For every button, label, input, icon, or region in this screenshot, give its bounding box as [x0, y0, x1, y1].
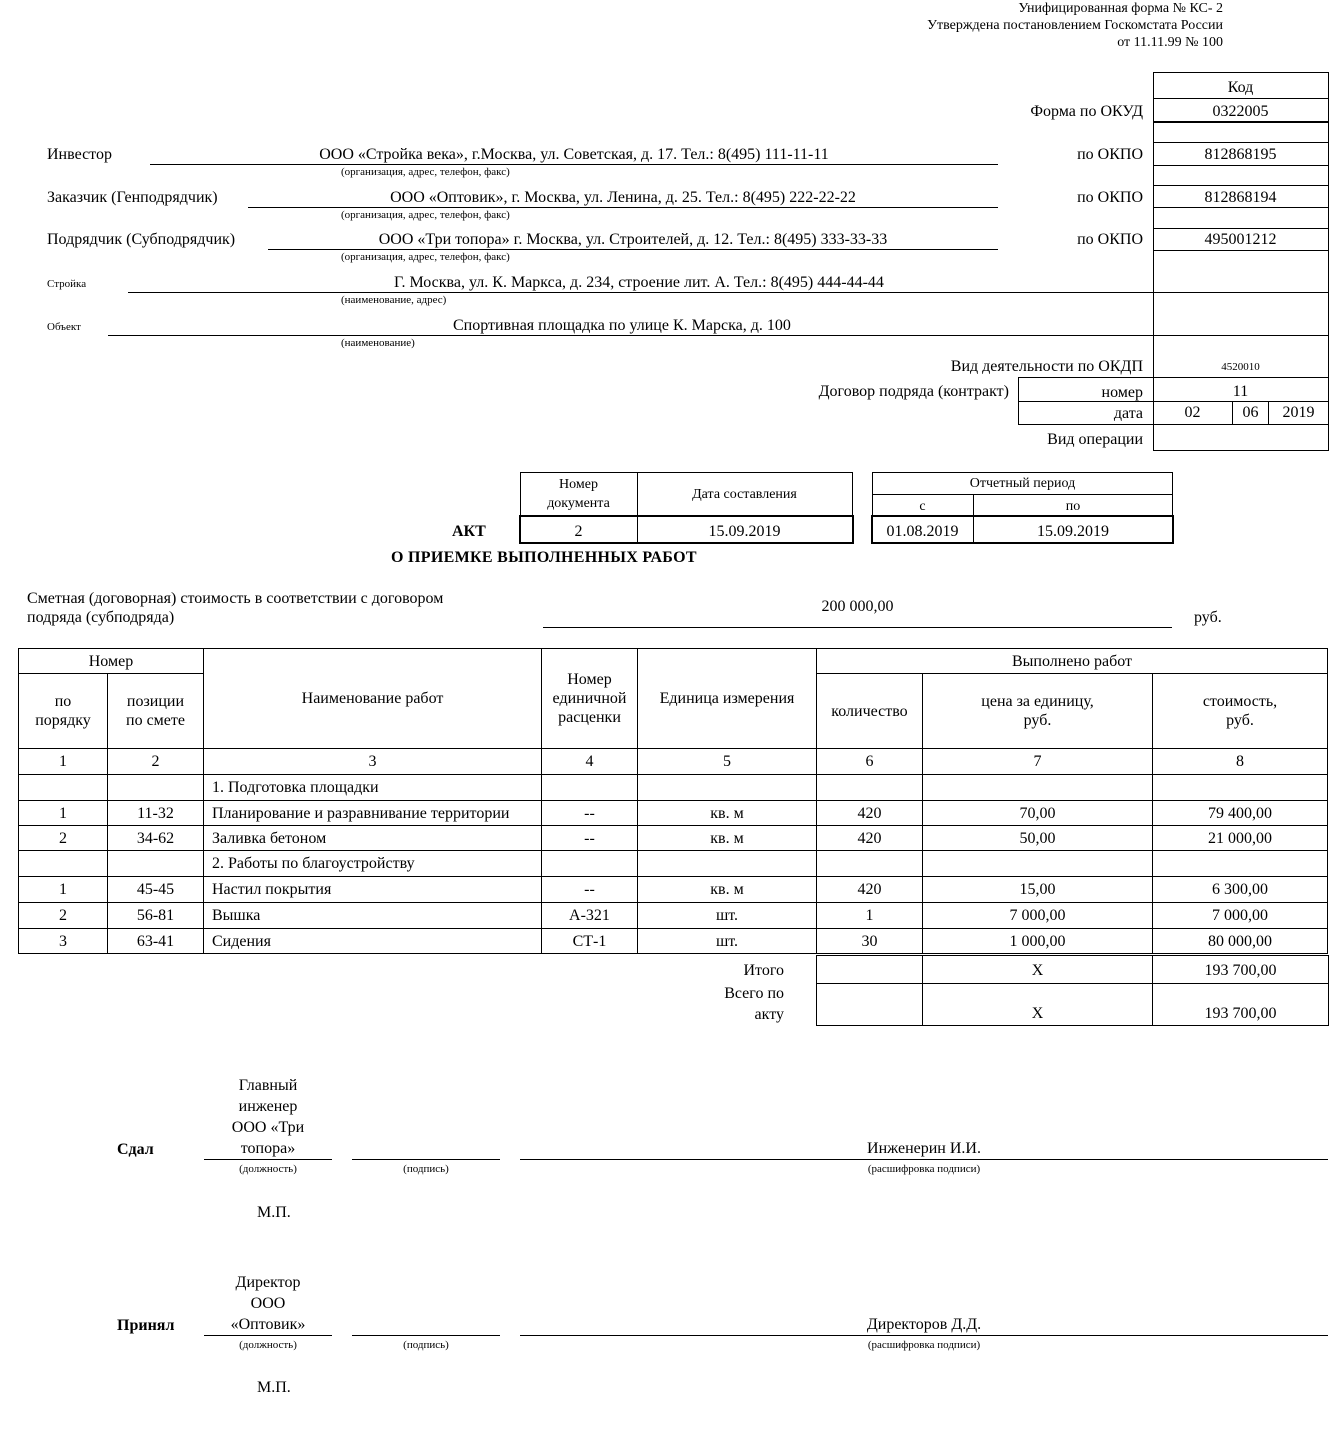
header-cost: стоимость, руб. — [1153, 674, 1328, 749]
operation-label: Вид операции — [1047, 431, 1143, 448]
cell-unit — [638, 851, 817, 877]
cost-unit: руб. — [1194, 609, 1222, 626]
codes-line — [1153, 207, 1329, 208]
header-done: Выполнено работ — [817, 649, 1328, 674]
cell-cost — [1153, 775, 1328, 801]
cell-order: 2 — [19, 826, 108, 851]
header-order: по порядку — [19, 674, 108, 749]
cell-rate: -- — [542, 877, 638, 903]
total-value: 193 700,00 — [1204, 962, 1277, 979]
table-row — [19, 775, 1328, 801]
form-approval-date: от 11.11.99 № 100 — [1117, 35, 1223, 50]
investor-hint: (организация, адрес, телефон, факс) — [341, 166, 510, 178]
received-decode-hint: (расшифровка подписи) — [867, 1339, 981, 1351]
act-date: 15.09.2019 — [708, 523, 781, 540]
cost-value: 200 000,00 — [821, 598, 894, 615]
codes-line — [1153, 142, 1329, 143]
total-label: Итого — [743, 962, 784, 979]
codes-line — [1153, 335, 1329, 336]
form-approval: Утверждена постановлением Госкомстата России — [927, 18, 1223, 33]
okud-label: Форма по ОКУД — [1030, 103, 1143, 120]
table-row — [19, 929, 1328, 954]
investor-value: ООО «Стройка века», г.Москва, ул. Советская, д. 17. Тел.: 8(495) 111-11-11 — [319, 146, 829, 163]
codes-line — [1153, 292, 1329, 293]
contract-date-month: 06 — [1242, 404, 1259, 421]
cell-name: 2. Работы по благоустройству — [204, 851, 542, 877]
column-number: 4 — [542, 749, 638, 775]
cell-quantity: 420 — [817, 877, 923, 903]
contractor-label: Подрядчик (Субподрядчик) — [47, 231, 236, 248]
period-to: 15.09.2019 — [1037, 523, 1109, 540]
cell-price: 50,00 — [923, 826, 1153, 851]
cell-rate: -- — [542, 826, 638, 851]
column-number: 6 — [817, 749, 923, 775]
codes-line — [1153, 424, 1329, 425]
cell-price — [923, 851, 1153, 877]
header-price: цена за единицу, руб. — [923, 674, 1153, 749]
cell-cost — [1153, 851, 1328, 877]
table-row — [19, 877, 1328, 903]
investor-okpo-label: по ОКПО — [1077, 146, 1143, 163]
period-header: Отчетный период — [969, 476, 1076, 491]
received-position: «Оптовик» — [230, 1316, 306, 1333]
received-position-hint: (должность) — [239, 1339, 297, 1351]
codes-line — [1153, 401, 1329, 402]
cell-order: 2 — [19, 903, 108, 929]
cell-unit: кв. м — [638, 826, 817, 851]
cell-name: Сидения — [204, 929, 542, 954]
codes-line — [1153, 165, 1329, 166]
cell-rate: СТ-1 — [542, 929, 638, 954]
site-value: Г. Москва, ул. К. Маркса, д. 234, строение лит. А. Тел.: 8(495) 444-44-44 — [394, 274, 884, 291]
cell-quantity: 30 — [817, 929, 923, 954]
object-underline — [108, 335, 1153, 336]
site-hint: (наименование, адрес) — [341, 294, 447, 306]
table-row — [19, 801, 1328, 826]
cell-position: 11-32 — [108, 801, 204, 826]
doc-head-border — [852, 472, 853, 516]
cell-unit: кв. м — [638, 801, 817, 826]
cell-price: 15,00 — [923, 877, 1153, 903]
contract-number-label: номер — [1101, 384, 1143, 401]
received-position-line — [204, 1335, 332, 1336]
cell-unit: кв. м — [638, 877, 817, 903]
column-number: 1 — [19, 749, 108, 775]
period-divider — [872, 494, 1173, 495]
codes-line — [1153, 228, 1329, 229]
handed-stamp: М.П. — [257, 1204, 291, 1221]
customer-value: ООО «Оптовик», г. Москва, ул. Ленина, д. 25. Тел.: 8(495) 222-22-22 — [390, 189, 856, 206]
period-from: 01.08.2019 — [886, 523, 959, 540]
grand-total-x: Х — [1031, 1005, 1044, 1022]
handed-position-hint: (должность) — [239, 1163, 297, 1175]
handed-position: топора» — [240, 1140, 296, 1157]
received-label: Принял — [117, 1317, 175, 1334]
totals-divider — [816, 983, 1329, 984]
cell-price: 70,00 — [923, 801, 1153, 826]
header-position: позиции по смете — [108, 674, 204, 749]
cell-order: 1 — [19, 801, 108, 826]
cell-quantity — [817, 775, 923, 801]
handed-signature-hint: (подпись) — [403, 1163, 449, 1175]
codes-right-border — [1328, 72, 1329, 450]
cell-rate: А-321 — [542, 903, 638, 929]
cell-position — [108, 775, 204, 801]
codes-line — [1153, 98, 1329, 99]
cell-rate: -- — [542, 801, 638, 826]
table-row — [19, 826, 1328, 851]
cell-cost: 7 000,00 — [1153, 903, 1328, 929]
column-number: 2 — [108, 749, 204, 775]
received-signature-line — [352, 1335, 500, 1336]
site-underline — [128, 292, 1153, 293]
cell-order — [19, 775, 108, 801]
contractor-underline — [268, 249, 998, 250]
period-from-header: с — [919, 499, 926, 514]
cell-position: 34-62 — [108, 826, 204, 851]
customer-label: Заказчик (Генподрядчик) — [47, 189, 218, 206]
contract-date-year: 2019 — [1282, 404, 1315, 421]
cell-name: 1. Подготовка площадки — [204, 775, 542, 801]
grand-total-label-2: акту — [754, 1006, 784, 1023]
period-to-header: по — [1065, 499, 1081, 514]
form-name: Унифицированная форма № КС- 2 — [1018, 1, 1223, 16]
column-number: 5 — [638, 749, 817, 775]
act-title: О ПРИЕМКЕ ВЫПОЛНЕННЫХ РАБОТ — [391, 549, 697, 566]
contract-label: Договор подряда (контракт) — [818, 383, 1009, 400]
customer-okpo-value: 812868194 — [1204, 189, 1277, 206]
cell-price: 7 000,00 — [923, 903, 1153, 929]
cell-unit: шт. — [638, 903, 817, 929]
cell-quantity: 420 — [817, 826, 923, 851]
cell-position — [108, 851, 204, 877]
act-label: АКТ — [452, 523, 486, 540]
handed-position-line — [204, 1159, 332, 1160]
total-x: Х — [1031, 962, 1044, 979]
table-row — [19, 903, 1328, 929]
cell-position: 56-81 — [108, 903, 204, 929]
codes-line — [1153, 121, 1329, 123]
doc-number-header: Номер — [559, 477, 598, 492]
codes-top-border — [1153, 72, 1329, 73]
cell-order — [19, 851, 108, 877]
received-position: ООО — [250, 1295, 286, 1312]
handed-signature-line — [352, 1159, 500, 1160]
contractor-okpo-value: 495001212 — [1204, 231, 1277, 248]
cell-cost: 80 000,00 — [1153, 929, 1328, 954]
header-rate: Номер единичной расценки — [542, 649, 638, 749]
cell-name: Настил покрытия — [204, 877, 542, 903]
handed-position: Главный — [238, 1077, 298, 1094]
okdp-value: 4520010 — [1221, 361, 1260, 373]
cell-cost: 6 300,00 — [1153, 877, 1328, 903]
code-header: Код — [1227, 79, 1254, 96]
customer-underline — [248, 207, 998, 208]
contract-date-label: дата — [1113, 405, 1143, 422]
cell-quantity: 1 — [817, 903, 923, 929]
codes-line — [1153, 185, 1329, 186]
received-name: Директоров Д.Д. — [866, 1316, 982, 1333]
header-name: Наименование работ — [204, 649, 542, 749]
okdp-label: Вид деятельности по ОКДП — [950, 358, 1143, 375]
received-position: Директор — [235, 1274, 301, 1291]
grand-total-value: 193 700,00 — [1204, 1005, 1277, 1022]
doc-head-border — [520, 472, 853, 473]
site-label: Стройка — [47, 278, 87, 290]
cell-unit: шт. — [638, 929, 817, 954]
header-quantity: количество — [817, 674, 923, 749]
handed-name: Инженерин И.И. — [867, 1140, 981, 1157]
cell-price: 1 000,00 — [923, 929, 1153, 954]
codes-bottom-border — [1153, 450, 1329, 451]
handed-decode-hint: (расшифровка подписи) — [867, 1163, 981, 1175]
header-number: Номер — [19, 649, 204, 674]
handed-decode-line — [520, 1159, 1328, 1160]
okud-value: 0322005 — [1212, 103, 1269, 120]
handed-label: Сдал — [117, 1141, 154, 1158]
handed-position: инженер — [238, 1098, 298, 1115]
column-number: 3 — [204, 749, 542, 775]
cost-label-2: подряда (субподряда) — [27, 609, 175, 626]
cell-position: 45-45 — [108, 877, 204, 903]
cell-order: 1 — [19, 877, 108, 903]
cell-price — [923, 775, 1153, 801]
contractor-hint: (организация, адрес, телефон, факс) — [341, 251, 510, 263]
column-number: 7 — [923, 749, 1153, 775]
cell-rate — [542, 851, 638, 877]
received-stamp: М.П. — [257, 1379, 291, 1396]
cell-name: Заливка бетоном — [204, 826, 542, 851]
codes-line — [1153, 377, 1329, 378]
cell-cost: 79 400,00 — [1153, 801, 1328, 826]
column-numbers-row — [19, 749, 1328, 775]
works-table — [18, 648, 1328, 954]
cost-underline — [543, 627, 1172, 628]
header-unit: Единица измерения — [638, 649, 817, 749]
handed-position: ООО «Три — [231, 1119, 305, 1136]
cell-quantity: 420 — [817, 801, 923, 826]
grand-total-label: Всего по — [724, 985, 784, 1002]
cell-name: Планирование и разравнивание территории — [204, 801, 542, 826]
customer-hint: (организация, адрес, телефон, факс) — [341, 209, 510, 221]
contract-labels-divider — [1018, 401, 1154, 402]
cell-order: 3 — [19, 929, 108, 954]
customer-okpo-label: по ОКПО — [1077, 189, 1143, 206]
date-header: Дата составления — [692, 487, 797, 502]
received-decode-line — [520, 1335, 1328, 1336]
cell-unit — [638, 775, 817, 801]
object-value: Спортивная площадка по улице К. Марска, д. 100 — [453, 317, 791, 334]
object-label: Объект — [47, 321, 81, 333]
cost-label: Сметная (договорная) стоимость в соответствии с договором — [27, 590, 444, 607]
doc-number-header: документа — [547, 496, 610, 511]
contractor-okpo-label: по ОКПО — [1077, 231, 1143, 248]
cell-name: Вышка — [204, 903, 542, 929]
object-hint: (наименование) — [341, 337, 415, 349]
contract-number-value: 11 — [1232, 383, 1249, 400]
cell-quantity — [817, 851, 923, 877]
codes-line — [1153, 250, 1329, 251]
investor-label: Инвестор — [47, 146, 112, 163]
cell-cost: 21 000,00 — [1153, 826, 1328, 851]
investor-okpo-value: 812868195 — [1204, 146, 1277, 163]
table-row — [19, 851, 1328, 877]
column-number: 8 — [1153, 749, 1328, 775]
cell-rate — [542, 775, 638, 801]
received-signature-hint: (подпись) — [403, 1339, 449, 1351]
contractor-value: ООО «Три топора» г. Москва, ул. Строителей, д. 12. Тел.: 8(495) 333-33-33 — [378, 231, 888, 248]
contract-date-day: 02 — [1184, 404, 1201, 421]
investor-underline — [150, 164, 998, 165]
cell-position: 63-41 — [108, 929, 204, 954]
act-doc-number: 2 — [574, 523, 583, 540]
